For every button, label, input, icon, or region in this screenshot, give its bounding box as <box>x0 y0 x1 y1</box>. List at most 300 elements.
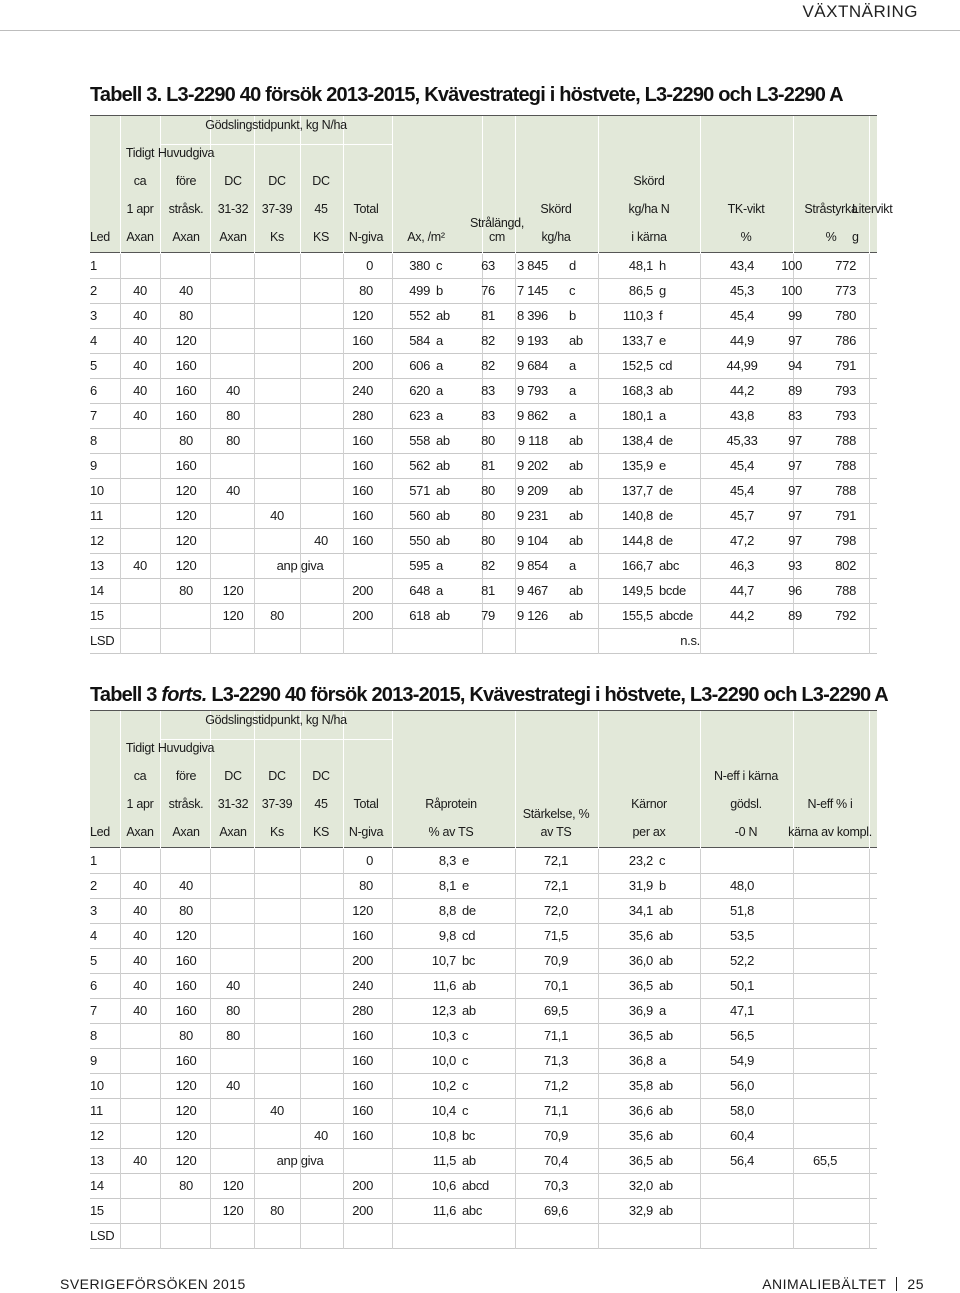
column-divider <box>869 429 870 454</box>
cell-raprotein: 10,8 <box>431 1128 456 1143</box>
cell-huvudgiva: 120 <box>175 1153 197 1168</box>
column-divider <box>254 1074 255 1099</box>
cell-skord-sig: ab <box>569 433 583 448</box>
cell-tk-vikt: 44,9 <box>729 333 755 348</box>
column-divider <box>254 1174 255 1199</box>
cell-dc-31: 40 <box>226 1078 240 1093</box>
cell-led: 6 <box>90 978 97 993</box>
column-divider <box>793 899 794 924</box>
column-divider <box>869 949 870 974</box>
column-divider <box>160 379 161 404</box>
cell-strastyrka: 97 <box>788 533 802 548</box>
column-divider <box>254 629 255 654</box>
column-divider <box>300 874 301 899</box>
column-divider <box>392 1199 393 1224</box>
column-divider <box>343 874 344 899</box>
column-divider <box>598 1224 599 1249</box>
cell-huvudgiva: 160 <box>175 408 197 423</box>
cell-led: 5 <box>90 358 97 373</box>
cell-litervikt: 788 <box>835 433 856 448</box>
column-divider <box>343 974 344 999</box>
column-divider <box>120 504 121 529</box>
cell-strastyrka: 93 <box>788 558 802 573</box>
column-divider <box>392 579 393 604</box>
column-divider <box>343 1124 344 1149</box>
column-divider <box>869 579 870 604</box>
column-divider <box>598 404 599 429</box>
header-tidigt: Tidigt <box>125 741 155 755</box>
cell-skord: 3 845 <box>516 258 548 273</box>
column-divider <box>210 949 211 974</box>
cell-stralangd: 76 <box>481 283 495 298</box>
column-divider <box>210 1099 211 1124</box>
column-divider <box>254 604 255 629</box>
column-divider <box>300 899 301 924</box>
cell-huvudgiva: 120 <box>175 1078 197 1093</box>
column-divider <box>254 529 255 554</box>
header-neff: gödsl. <box>730 797 762 811</box>
column-divider <box>515 429 516 454</box>
table-row <box>90 279 877 304</box>
column-divider <box>343 999 344 1024</box>
cell-stralangd: 80 <box>481 483 495 498</box>
cell-karnor-sig: ab <box>659 1078 673 1093</box>
column-divider <box>598 711 599 849</box>
column-divider <box>392 924 393 949</box>
column-divider <box>120 711 121 849</box>
column-divider <box>598 974 599 999</box>
column-divider <box>700 874 701 899</box>
cell-raprotein-sig: c <box>462 1103 469 1118</box>
cell-total-n: 280 <box>352 1003 373 1018</box>
column-divider <box>598 1024 599 1049</box>
cell-karnor: 23,2 <box>628 853 653 868</box>
column-divider <box>793 1099 794 1124</box>
column-divider <box>300 1199 301 1224</box>
column-divider <box>210 1224 211 1249</box>
column-divider <box>392 899 393 924</box>
cell-led: 1 <box>90 258 97 273</box>
column-divider <box>343 404 344 429</box>
cell-led: 6 <box>90 383 97 398</box>
column-divider <box>515 1024 516 1049</box>
cell-total-n: 80 <box>359 283 373 298</box>
column-divider <box>254 454 255 479</box>
column-divider <box>120 1074 121 1099</box>
header-huvudgiva: före <box>175 174 197 188</box>
column-divider <box>160 1124 161 1149</box>
column-divider <box>392 711 393 849</box>
cell-raprotein-sig: abcd <box>462 1178 489 1193</box>
cell-skord-n: 152,5 <box>621 358 653 373</box>
column-divider <box>160 1074 161 1099</box>
header-neff: N-eff i kärna <box>714 769 778 783</box>
cell-skord-sig: c <box>569 283 576 298</box>
cell-litervikt: 788 <box>835 583 856 598</box>
column-divider <box>300 1024 301 1049</box>
header-tidigt: Tidigt <box>125 146 155 160</box>
column-divider <box>160 579 161 604</box>
cell-strastyrka: 99 <box>788 308 802 323</box>
column-divider <box>120 1149 121 1174</box>
cell-skord-sig: a <box>569 408 576 423</box>
column-divider <box>300 1124 301 1149</box>
header-dc-37: DC <box>268 174 286 188</box>
cell-n-eff-pct: 65,5 <box>812 1153 838 1168</box>
column-divider <box>254 1124 255 1149</box>
column-divider <box>598 1199 599 1224</box>
cell-led: 1 <box>90 853 97 868</box>
column-divider <box>160 711 161 849</box>
column-divider <box>700 554 701 579</box>
cell-skord-sig: ab <box>569 583 583 598</box>
cell-dc-31: 40 <box>226 383 240 398</box>
cell-skord-n: 135,9 <box>621 458 653 473</box>
column-divider <box>210 354 211 379</box>
cell-skord: 9 193 <box>516 333 548 348</box>
column-divider <box>300 279 301 304</box>
cell-skord: 8 396 <box>516 308 548 323</box>
column-divider <box>254 404 255 429</box>
column-divider <box>343 1149 344 1174</box>
column-divider <box>700 899 701 924</box>
column-divider <box>515 329 516 354</box>
header-tidigt: 1 apr <box>126 797 154 811</box>
column-divider <box>869 604 870 629</box>
table-row <box>90 304 877 329</box>
cell-ax: 648 <box>409 583 430 598</box>
cell-stralangd: 83 <box>481 408 495 423</box>
cell-litervikt: 780 <box>835 308 856 323</box>
column-divider <box>210 116 211 254</box>
cell-ax: 618 <box>409 608 430 623</box>
column-divider <box>300 504 301 529</box>
column-divider <box>392 604 393 629</box>
column-divider <box>343 279 344 304</box>
cell-dc-31: 120 <box>222 608 244 623</box>
cell-dc-31: 40 <box>226 978 240 993</box>
table-row <box>90 1049 877 1074</box>
column-divider <box>700 329 701 354</box>
cell-skord-n: 166,7 <box>621 558 653 573</box>
cell-tk-vikt: 46,3 <box>729 558 755 573</box>
header-dc-45: DC <box>312 174 330 188</box>
table2-title-forts: forts. <box>161 684 207 706</box>
cell-led: 12 <box>90 533 104 548</box>
column-divider <box>343 1049 344 1074</box>
column-divider <box>210 1074 211 1099</box>
cell-skord-n-sig: e <box>659 458 666 473</box>
column-divider <box>869 899 870 924</box>
table-row <box>90 629 877 654</box>
cell-litervikt: 773 <box>835 283 856 298</box>
cell-skord-n-sig: abcde <box>659 608 693 623</box>
cell-dc-31: 120 <box>222 1178 244 1193</box>
cell-starkelse: 70,3 <box>543 1178 569 1193</box>
column-divider <box>160 999 161 1024</box>
cell-ax: 606 <box>409 358 430 373</box>
column-divider <box>210 711 211 849</box>
column-divider <box>210 604 211 629</box>
header-huvudgiva: Axan <box>172 825 200 839</box>
cell-skord-n: 140,8 <box>621 508 653 523</box>
cell-karnor: 36,8 <box>628 1053 653 1068</box>
column-divider <box>120 849 121 874</box>
header-huvudgiva: Huvudgiva <box>157 741 215 755</box>
column-divider <box>793 1149 794 1174</box>
column-divider <box>343 454 344 479</box>
column-divider <box>120 479 121 504</box>
table-row <box>90 604 877 629</box>
cell-skord-sig: ab <box>569 458 583 473</box>
cell-ax-sig: a <box>436 583 443 598</box>
cell-dc-37: 40 <box>270 508 284 523</box>
column-divider <box>869 1024 870 1049</box>
cell-total-n: 160 <box>352 1053 373 1068</box>
column-divider <box>700 1024 701 1049</box>
column-divider <box>700 579 701 604</box>
cell-led: 15 <box>90 608 104 623</box>
cell-dc-37: 80 <box>270 608 284 623</box>
column-divider <box>343 1074 344 1099</box>
cell-led: 15 <box>90 1203 104 1218</box>
column-divider <box>210 1174 211 1199</box>
cell-led: 8 <box>90 1028 97 1043</box>
cell-karnor: 36,6 <box>628 1103 653 1118</box>
cell-huvudgiva: 120 <box>175 333 197 348</box>
column-divider <box>210 899 211 924</box>
column-divider <box>254 1199 255 1224</box>
cell-total-n: 200 <box>352 1178 373 1193</box>
section-label: VÄXTNÄRING <box>802 2 918 21</box>
cell-huvudgiva: 80 <box>179 903 193 918</box>
column-divider <box>515 1199 516 1224</box>
column-divider <box>869 1149 870 1174</box>
column-divider <box>343 116 344 254</box>
column-divider <box>300 579 301 604</box>
cell-ax-sig: b <box>436 283 443 298</box>
column-divider <box>160 899 161 924</box>
cell-raprotein: 10,6 <box>431 1178 456 1193</box>
column-divider <box>254 1049 255 1074</box>
header-dc-45: 45 <box>314 797 328 811</box>
cell-ax-sig: ab <box>436 433 450 448</box>
table-row <box>90 974 877 999</box>
column-divider <box>515 1224 516 1249</box>
cell-tidigt: 40 <box>133 1153 147 1168</box>
column-divider <box>598 604 599 629</box>
cell-tk-vikt: 44,99 <box>726 358 758 373</box>
column-divider <box>700 404 701 429</box>
column-divider <box>120 454 121 479</box>
column-divider <box>160 1049 161 1074</box>
cell-ax: 560 <box>409 508 430 523</box>
cell-huvudgiva: 120 <box>175 558 197 573</box>
column-divider <box>254 1149 255 1174</box>
cell-total-n: 200 <box>352 358 373 373</box>
column-divider <box>700 354 701 379</box>
cell-litervikt: 791 <box>835 508 856 523</box>
column-divider <box>210 999 211 1024</box>
cell-dc-37: 40 <box>270 1103 284 1118</box>
column-divider <box>160 629 161 654</box>
column-divider <box>120 116 121 254</box>
cell-dc-31: 80 <box>226 1028 240 1043</box>
header-skord-n: Skörd <box>633 174 665 188</box>
cell-karnor: 36,5 <box>628 1153 653 1168</box>
cell-huvudgiva: 80 <box>179 583 193 598</box>
cell-ax: 499 <box>409 283 430 298</box>
column-divider <box>793 1049 794 1074</box>
column-divider <box>300 711 301 849</box>
column-divider <box>300 379 301 404</box>
cell-raprotein-sig: c <box>462 1078 469 1093</box>
cell-ax-sig: ab <box>436 483 450 498</box>
cell-total-n: 160 <box>352 1128 373 1143</box>
column-divider <box>120 1224 121 1249</box>
group-label: Gödslingstidpunkt, kg N/ha <box>205 118 347 132</box>
cell-skord-n-sig: de <box>659 433 673 448</box>
cell-huvudgiva: 40 <box>179 878 193 893</box>
column-divider <box>392 1074 393 1099</box>
header-dc-37: DC <box>268 769 286 783</box>
column-divider <box>160 454 161 479</box>
cell-n-eff: 47,1 <box>729 1003 755 1018</box>
table-row <box>90 1124 877 1149</box>
header-total: N-giva <box>348 230 384 244</box>
header-neff-pct: kärna av kompl. <box>788 825 872 839</box>
cell-raprotein: 10,3 <box>431 1028 456 1043</box>
header-dc-31: DC <box>224 174 242 188</box>
column-divider <box>392 504 393 529</box>
cell-tk-vikt: 45,33 <box>726 433 758 448</box>
column-divider <box>343 479 344 504</box>
cell-led: 5 <box>90 953 97 968</box>
cell-starkelse: 71,3 <box>543 1053 569 1068</box>
cell-skord: 9 467 <box>516 583 548 598</box>
cell-huvudgiva: 160 <box>175 978 197 993</box>
column-divider <box>392 116 393 254</box>
table-row <box>90 479 877 504</box>
header-starkelse-unit: av TS <box>540 825 572 839</box>
cell-huvudgiva: 160 <box>175 1003 197 1018</box>
header-dc-37: 37-39 <box>261 797 293 811</box>
column-divider <box>869 999 870 1024</box>
cell-stralangd: 82 <box>481 558 495 573</box>
column-divider <box>120 429 121 454</box>
column-divider <box>300 999 301 1024</box>
cell-skord-n: 144,8 <box>621 533 653 548</box>
column-divider <box>160 429 161 454</box>
cell-ax: 595 <box>409 558 430 573</box>
column-divider <box>793 849 794 874</box>
cell-karnor-sig: b <box>659 878 666 893</box>
cell-karnor-sig: ab <box>659 953 673 968</box>
cell-led: 11 <box>90 1103 103 1118</box>
cell-raprotein-sig: de <box>462 903 476 918</box>
cell-skord-sig: d <box>569 258 576 273</box>
cell-led: 9 <box>90 458 97 473</box>
column-divider <box>598 1074 599 1099</box>
cell-raprotein-sig: ab <box>462 1153 476 1168</box>
header-dc-37: Ks <box>270 230 284 244</box>
column-divider <box>120 404 121 429</box>
column-divider <box>300 604 301 629</box>
column-divider <box>598 554 599 579</box>
header-led: Led <box>90 230 110 244</box>
column-divider <box>869 1174 870 1199</box>
column-divider <box>793 974 794 999</box>
cell-n-eff: 51,8 <box>729 903 755 918</box>
column-divider <box>210 454 211 479</box>
cell-strastyrka: 100 <box>781 283 802 298</box>
table-row <box>90 874 877 899</box>
column-divider <box>160 974 161 999</box>
cell-skord-sig: ab <box>569 508 583 523</box>
cell-skord-n-sig: abc <box>659 558 680 573</box>
column-divider <box>869 924 870 949</box>
column-divider <box>515 949 516 974</box>
cell-skord-n-sig: h <box>659 258 666 273</box>
column-divider <box>515 554 516 579</box>
column-divider <box>869 329 870 354</box>
column-divider <box>700 429 701 454</box>
column-divider <box>869 454 870 479</box>
cell-litervikt: 786 <box>835 333 856 348</box>
cell-litervikt: 793 <box>835 408 856 423</box>
cell-skord-n-sig: g <box>659 283 666 298</box>
cell-litervikt: 788 <box>835 483 856 498</box>
column-divider <box>700 849 701 874</box>
cell-litervikt: 788 <box>835 458 856 473</box>
header-starkelse: Stärkelse, % <box>522 807 590 821</box>
cell-karnor-sig: ab <box>659 1103 673 1118</box>
column-divider <box>300 1049 301 1074</box>
column-divider <box>700 711 701 849</box>
column-divider <box>160 329 161 354</box>
table1-title: Tabell 3. L3-2290 40 försök 2013-2015, Kvävestrategi i höstvete, L3-2290 och L3-2290 A <box>90 84 843 106</box>
cell-starkelse: 72,0 <box>543 903 569 918</box>
column-divider <box>254 254 255 279</box>
column-divider <box>254 1224 255 1249</box>
cell-skord-sig: ab <box>569 608 583 623</box>
column-divider <box>515 1099 516 1124</box>
cell-dc-37: 80 <box>270 1203 284 1218</box>
cell-total-n: 120 <box>352 308 373 323</box>
cell-tk-vikt: 45,3 <box>729 283 755 298</box>
column-divider <box>700 379 701 404</box>
column-divider <box>515 529 516 554</box>
cell-dc-37: anp giva <box>276 1153 324 1168</box>
column-divider <box>120 604 121 629</box>
column-divider <box>515 899 516 924</box>
column-divider <box>343 1224 344 1249</box>
table-row <box>90 404 877 429</box>
column-divider <box>343 579 344 604</box>
cell-skord: 9 202 <box>516 458 548 473</box>
column-divider <box>598 579 599 604</box>
column-divider <box>700 1224 701 1249</box>
header-dc-31: DC <box>224 769 242 783</box>
cell-raprotein-sig: abc <box>462 1203 483 1218</box>
column-divider <box>392 629 393 654</box>
header-dc-31: 31-32 <box>217 797 249 811</box>
cell-raprotein-sig: bc <box>462 953 476 968</box>
column-divider <box>254 1099 255 1124</box>
column-divider <box>869 1049 870 1074</box>
column-divider <box>793 1224 794 1249</box>
cell-tk-vikt: 45,7 <box>729 508 755 523</box>
